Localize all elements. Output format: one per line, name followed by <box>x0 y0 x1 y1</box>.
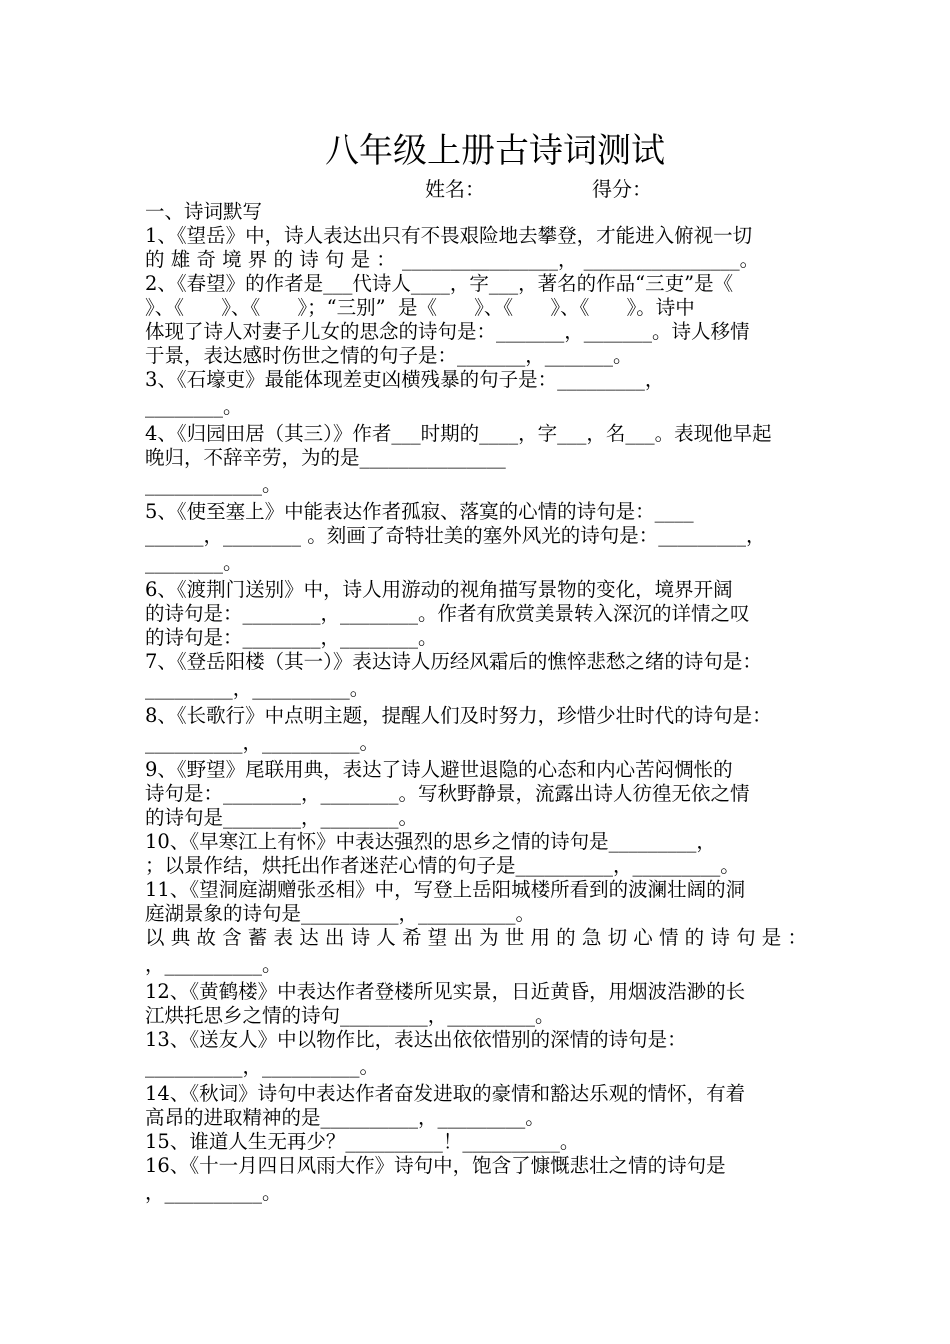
question-9-line-2: 诗句是：________，________。写秋野静景，流露出诗人彷徨无依之情 <box>145 782 750 805</box>
question-4-line-1: 4、《归园田居（其三）》作者___时期的____，字___，名___。表现他早起 <box>145 422 772 445</box>
question-2-line-2: 》、《 》、《 》；“三别” 是《 》、《 》、《 》。诗中 <box>145 296 695 319</box>
question-11-line-3: 以 典 故 含 蓄 表 达 出 诗 人 希 望 出 为 世 用 的 急 切 心 情 的 诗 句 是 ： <box>145 926 807 949</box>
question-3-line-1: 3、《石壕吏》最能体现差吏凶横残暴的句子是：_________， <box>145 368 665 391</box>
question-16-line-1: 16、《十一月四日风雨大作》诗句中，饱含了慷慨悲壮之情的诗句是 <box>145 1154 726 1177</box>
question-12-line-1: 12、《黄鹤楼》中表达作者登楼所见实景，日近黄昏，用烟波浩渺的长 <box>145 980 746 1003</box>
question-12-line-2: 江烘托思乡之情的诗句_________，_________。 <box>145 1004 555 1027</box>
question-5-line-3: ________。 <box>145 551 243 574</box>
question-2-line-4: 于景，表达感时伤世之情的句子是：_______，_______。 <box>145 344 633 367</box>
question-body <box>145 200 810 1205</box>
question-16-line-2: ，__________。 <box>145 1181 282 1204</box>
question-10-line-2: ；以景作结，烘托出作者迷茫心情的句子是__________，_________。 <box>145 854 740 877</box>
question-2-line-3: 体现了诗人对妻子儿女的思念的诗句是：_______，_______。诗人移情 <box>145 320 750 343</box>
question-7-line-2: _________，__________。 <box>145 677 370 700</box>
name-label: 姓名： <box>425 177 485 201</box>
section-heading: 一、诗词默写 <box>145 200 263 223</box>
page-title: 八年级上册古诗词测试 <box>325 131 665 171</box>
question-9-line-3: 的诗句是________，________。 <box>145 806 419 829</box>
question-4-line-3: ____________。 <box>145 473 282 496</box>
question-1-line-1: 1、《望岳》中，诗人表达出只有不畏艰险地去攀登，才能进入俯视一切 <box>145 224 753 247</box>
question-11-line-1: 11、《望洞庭湖赠张丞相》中，写登上岳阳城楼所看到的波澜壮阔的洞 <box>145 878 746 901</box>
question-11-line-2: 庭湖景象的诗句是__________，__________。 <box>145 902 536 925</box>
question-14-line-2: 高昂的进取精神的是__________，_________。 <box>145 1106 545 1129</box>
question-1-line-2: 的 雄 奇 境 界 的 诗 句 是 ： ________________， ________________。 <box>145 248 760 271</box>
question-11-line-4: ，__________。 <box>145 953 282 976</box>
question-4-line-2: 晚归，不辞辛劳，为的是_______________ <box>145 446 506 469</box>
question-15-line-1: 15、谁道人生无再少？__________！__________。 <box>145 1130 580 1153</box>
question-14-line-1: 14、《秋词》诗句中表达作者奋发进取的豪情和豁达乐观的情怀，有着 <box>145 1082 746 1105</box>
question-2-line-1: 2、《春望》的作者是___代诗人____，字___，著名的作品“三吏”是《 <box>145 272 734 295</box>
question-6-line-3: 的诗句是：________，________。 <box>145 626 438 649</box>
question-3-line-2: ________。 <box>145 395 243 418</box>
question-13-line-2: __________，__________。 <box>145 1055 380 1078</box>
score-label: 得分： <box>592 177 652 201</box>
question-8-line-2: __________，__________。 <box>145 731 380 754</box>
question-6-line-2: 的诗句是：________，________。作者有欣赏美景转入深沉的详情之叹 <box>145 602 750 625</box>
question-7-line-1: 7、《登岳阳楼（其一）》表达诗人历经风霜后的憔悴悲愁之绪的诗句是： <box>145 650 762 673</box>
question-6-line-1: 6、《渡荆门送别》中，诗人用游动的视角描写景物的变化，境界开阔 <box>145 578 733 601</box>
question-8-line-1: 8、《长歌行》中点明主题，提醒人们及时努力，珍惜少壮时代的诗句是： <box>145 704 772 727</box>
question-5-line-1: 5、《使至塞上》中能表达作者孤寂、落寞的心情的诗句是：____ <box>145 500 694 523</box>
question-10-line-1: 10、《早寒江上有怀》中表达强烈的思乡之情的诗句是_________， <box>145 830 716 853</box>
question-5-line-2: ______，________ 。刻画了奇特壮美的塞外风光的诗句是：_________， <box>145 524 766 547</box>
question-9-line-1: 9、《野望》尾联用典，表达了诗人避世退隐的心态和内心苦闷惆怅的 <box>145 758 733 781</box>
question-13-line-1: 13、《送友人》中以物作比，表达出依依惜别的深情的诗句是： <box>145 1028 687 1051</box>
